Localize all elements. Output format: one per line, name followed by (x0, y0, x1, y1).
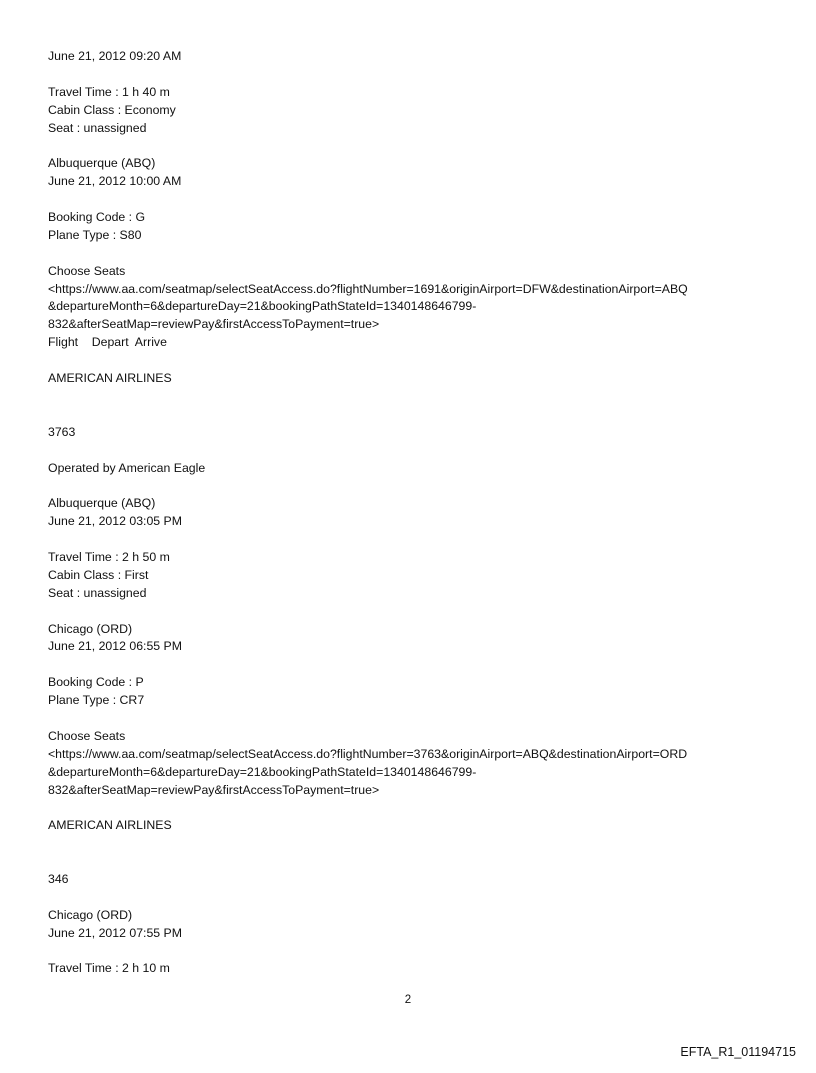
origin-city: Chicago (ORD) (48, 907, 133, 922)
flight-number: 346 (48, 872, 69, 886)
table-header: Flight Depart Arrive (48, 335, 167, 350)
plane-type: Plane Type : CR7 (48, 693, 145, 708)
itinerary-document (48, 48, 778, 978)
choose-seats-link-end[interactable]: 832&afterSeatMap=reviewPay&firstAccessToPayment=true> (48, 782, 380, 797)
destination-datetime: June 21, 2012 10:00 AM (48, 174, 182, 189)
document-id: EFTA_R1_01194715 (680, 1045, 796, 1059)
plane-type: Plane Type : S80 (48, 227, 142, 242)
booking-code: Booking Code : G (48, 210, 146, 225)
origin-city: Albuquerque (ABQ) (48, 496, 156, 511)
airline-name: AMERICAN AIRLINES (48, 371, 172, 386)
destination-city: Chicago (ORD) (48, 621, 133, 636)
destination-datetime: June 21, 2012 06:55 PM (48, 639, 182, 654)
seat-assignment: Seat : unassigned (48, 585, 147, 600)
choose-seats-label: Choose Seats (48, 263, 126, 278)
travel-time: Travel Time : 2 h 10 m (48, 961, 170, 976)
operated-by: Operated by American Eagle (48, 460, 206, 475)
choose-seats-link-end[interactable]: 832&afterSeatMap=reviewPay&firstAccessToPayment=true> (48, 317, 380, 332)
page-number: 2 (404, 994, 412, 1006)
cabin-class: Cabin Class : Economy (48, 102, 176, 117)
choose-seats-link[interactable]: <https://www.aa.com/seatmap/selectSeatAccess.do?flightNumber=1691&originAirport=DFW&destinationAirport=ABQ (48, 281, 688, 296)
travel-time: Travel Time : 1 h 40 m (48, 84, 170, 99)
arrival-datetime: June 21, 2012 09:20 AM (48, 49, 182, 63)
airline-name: AMERICAN AIRLINES (48, 818, 172, 833)
choose-seats-link-cont[interactable]: &departureMonth=6&departureDay=21&bookingPathStateId=1340148646799- (48, 299, 477, 314)
travel-time: Travel Time : 2 h 50 m (48, 549, 170, 564)
choose-seats-link[interactable]: <https://www.aa.com/seatmap/selectSeatAccess.do?flightNumber=3763&originAirport=ABQ&destinationAirport=ORD (48, 746, 688, 761)
choose-seats-label: Choose Seats (48, 728, 126, 743)
origin-datetime: June 21, 2012 07:55 PM (48, 925, 182, 940)
seat-assignment: Seat : unassigned (48, 120, 147, 135)
destination-city: Albuquerque (ABQ) (48, 156, 156, 171)
cabin-class: Cabin Class : First (48, 567, 149, 582)
choose-seats-link-cont[interactable]: &departureMonth=6&departureDay=21&bookingPathStateId=1340148646799- (48, 764, 477, 779)
flight-number: 3763 (48, 424, 76, 439)
origin-datetime: June 21, 2012 03:05 PM (48, 514, 182, 529)
booking-code: Booking Code : P (48, 675, 144, 690)
